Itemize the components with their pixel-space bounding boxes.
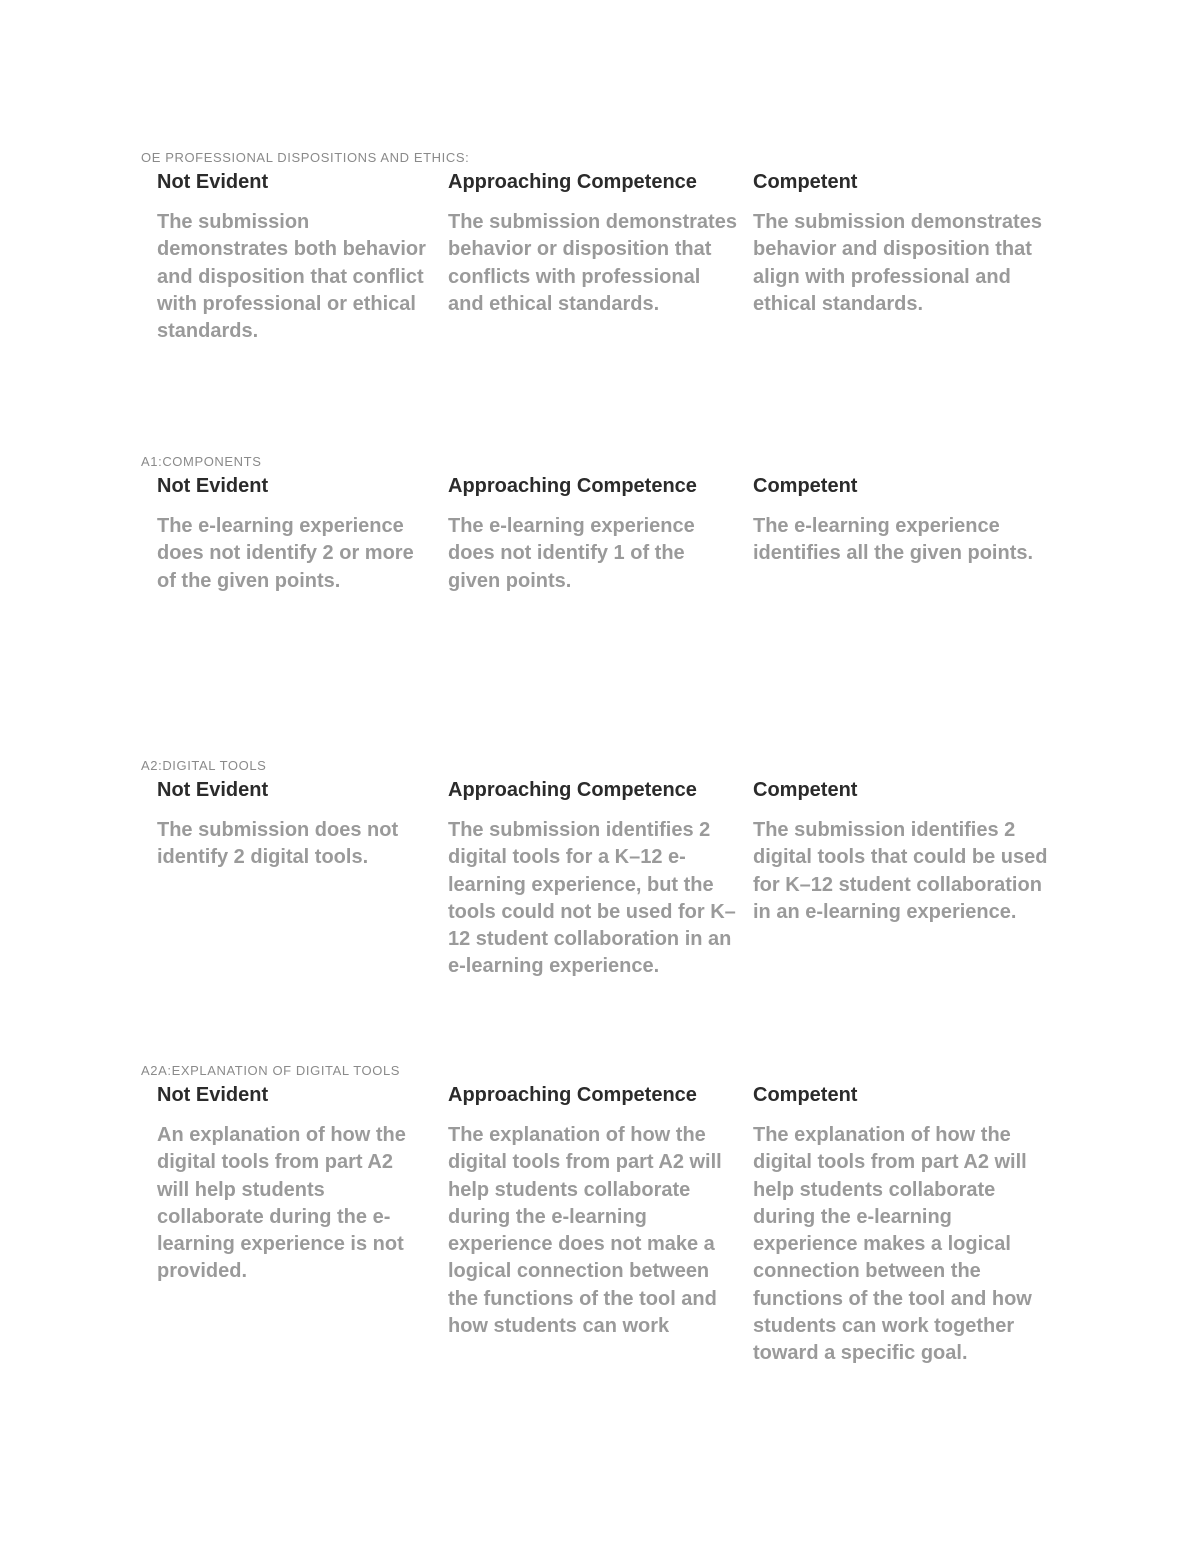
level-description: The submission identifies 2 digital tools for a K–12 e-learning experience, but the tools could not be used for K–12 student collaboration in an e-learning experience.: [448, 819, 736, 978]
level-competent: [753, 472, 1049, 568]
level-approaching-competence: [448, 776, 740, 981]
level-title: Not Evident: [157, 1084, 269, 1106]
level-title: Not Evident: [157, 475, 269, 497]
level-title: Not Evident: [157, 171, 269, 193]
level-approaching-competence: [448, 168, 740, 318]
level-description: The submission does not identify 2 digital tools.: [157, 819, 399, 869]
level-title: Competent: [753, 171, 858, 193]
level-description: The explanation of how the digital tools from part A2 will help students collaborate during the e-learning experience makes a logical connection between the functions of the tool and how students can work together toward a specific goal.: [753, 1124, 1032, 1365]
level-description: The e-learning experience does not identify 1 of the given points.: [448, 515, 695, 592]
level-title: Competent: [753, 779, 858, 801]
level-not-evident: [157, 1081, 429, 1286]
level-not-evident: [157, 776, 429, 872]
level-description: The submission identifies 2 digital tools that could be used for K–12 student collaboration in an e-learning experience.: [753, 819, 1048, 923]
level-not-evident: [157, 168, 429, 345]
level-title: Approaching Competence: [448, 779, 697, 801]
level-description: The submission demonstrates behavior and disposition that align with professional and ethical standards.: [753, 211, 1042, 315]
level-title: Competent: [753, 1084, 858, 1106]
section-label: A1:COMPONENTS: [141, 454, 262, 469]
level-competent: [753, 168, 1049, 318]
level-description: The submission demonstrates both behavior and disposition that conflict with professional or ethical standards.: [157, 211, 426, 343]
level-description: The e-learning experience identifies all the given points.: [753, 515, 1034, 565]
level-description: The explanation of how the digital tools from part A2 will help students collaborate during the e-learning experience does not make a logical connection between the functions of the tool and how students can work: [448, 1124, 722, 1338]
section-label: A2A:EXPLANATION OF DIGITAL TOOLS: [141, 1063, 401, 1078]
level-competent: [753, 1081, 1049, 1368]
level-approaching-competence: [448, 1081, 740, 1340]
level-title: Competent: [753, 475, 858, 497]
level-title: Approaching Competence: [448, 1084, 697, 1106]
section-label: OE PROFESSIONAL DISPOSITIONS AND ETHICS:: [141, 150, 470, 165]
level-approaching-competence: [448, 472, 740, 595]
section-label: A2:DIGITAL TOOLS: [141, 758, 267, 773]
level-not-evident: [157, 472, 429, 595]
level-title: Not Evident: [157, 779, 269, 801]
level-title: Approaching Competence: [448, 475, 697, 497]
level-description: An explanation of how the digital tools from part A2 will help students collaborate during the e-learning experience is not provided.: [157, 1124, 406, 1283]
level-title: Approaching Competence: [448, 171, 697, 193]
level-competent: [753, 776, 1049, 926]
level-description: The submission demonstrates behavior or disposition that conflicts with professional and ethical standards.: [448, 211, 737, 315]
level-description: The e-learning experience does not identify 2 or more of the given points.: [157, 515, 414, 592]
